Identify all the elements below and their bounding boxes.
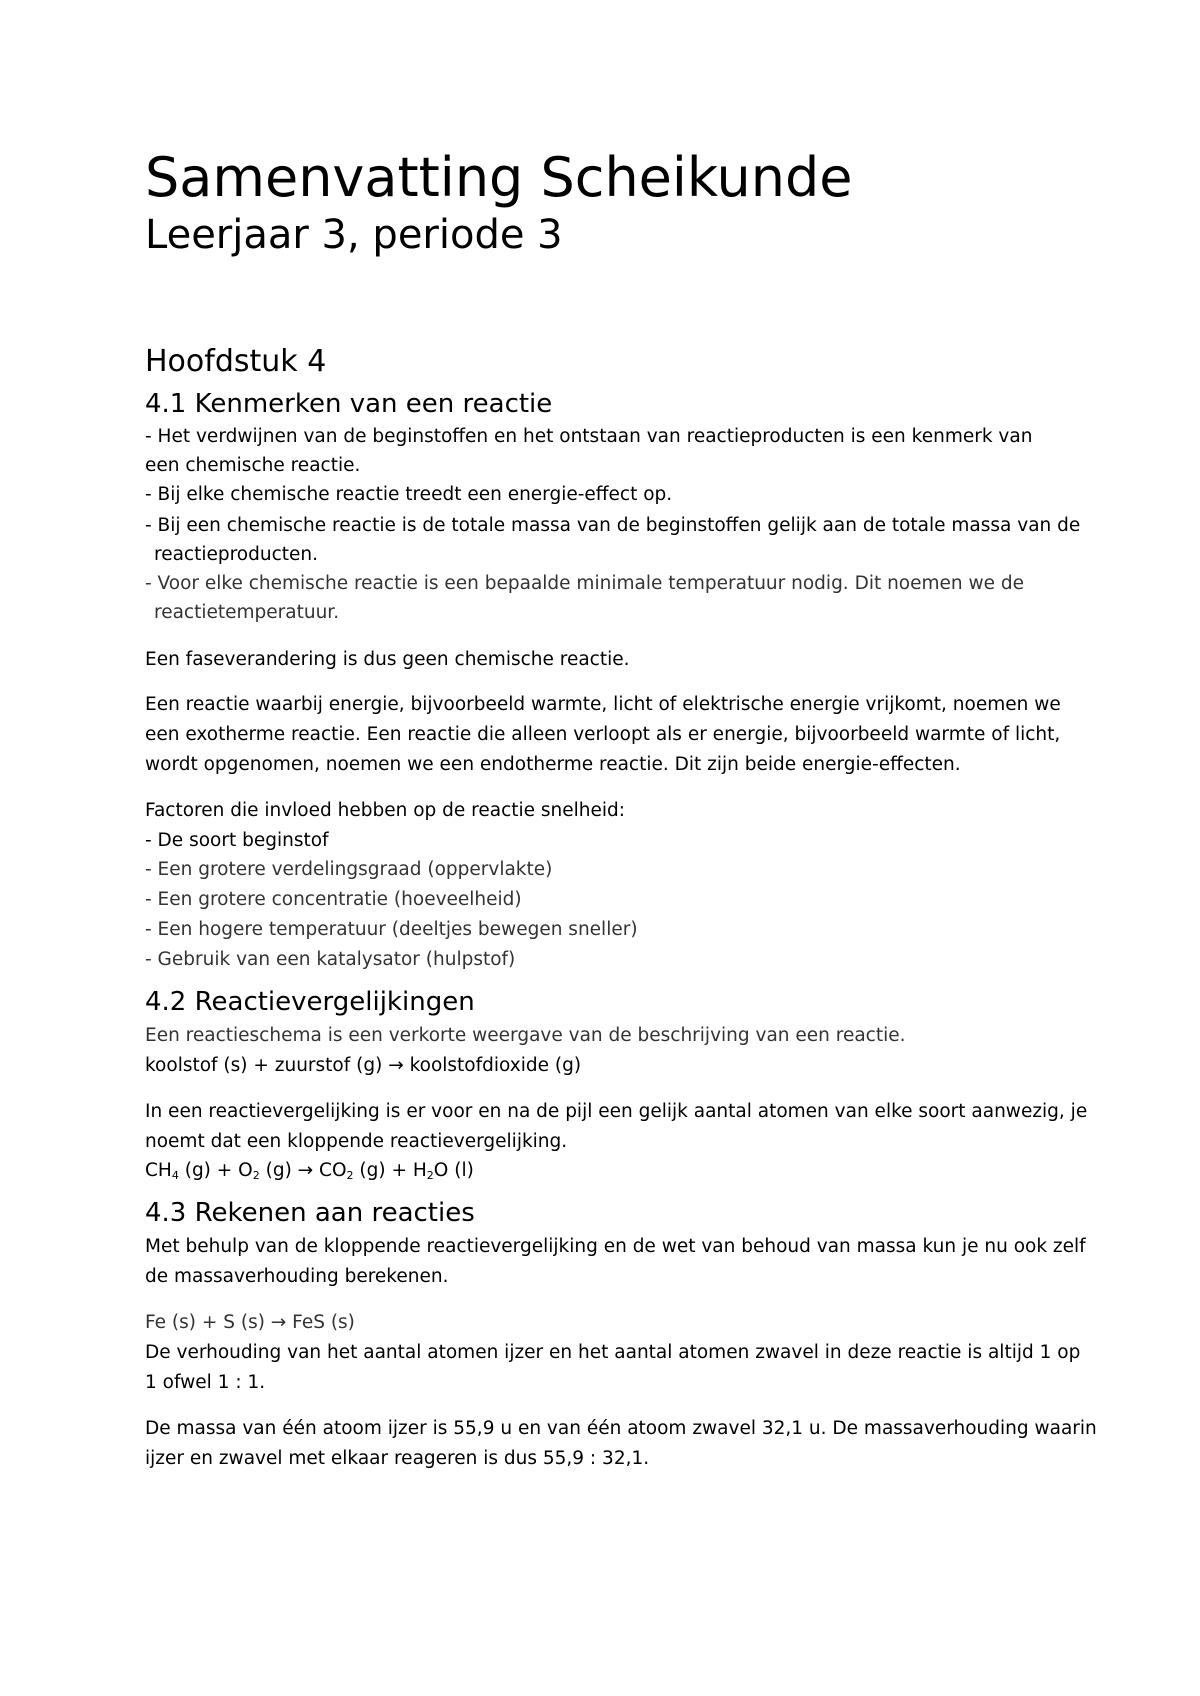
document-subtitle: Leerjaar 3, periode 3 bbox=[145, 212, 563, 258]
section-heading-4-1: 4.1 Kenmerken van een reactie bbox=[145, 389, 553, 419]
bullet-text: - Bij elke chemische reactie treedt een energie-effect op. bbox=[145, 484, 673, 505]
chapter-heading: Hoofdstuk 4 bbox=[145, 344, 327, 379]
reaction-scheme: koolstof (s) + zuurstof (g) → koolstofdioxide (g) bbox=[145, 1055, 582, 1076]
factor-item: - Een grotere concentratie (hoeveelheid) bbox=[145, 889, 522, 910]
paragraph-text: In een reactievergelijking is er voor en na de pijl een gelijk aantal atomen van elke soort aanwezig, je bbox=[145, 1101, 1088, 1122]
factor-item: - Gebruik van een katalysator (hulpstof) bbox=[145, 949, 516, 970]
paragraph-text: noemt dat een kloppende reactievergelijking. bbox=[145, 1131, 568, 1152]
paragraph-text: wordt opgenomen, noemen we een endotherme reactie. Dit zijn beide energie-effecten. bbox=[145, 754, 961, 775]
paragraph-text: Een faseverandering is dus geen chemische reactie. bbox=[145, 649, 630, 670]
section-heading-4-2: 4.2 Reactievergelijkingen bbox=[145, 987, 475, 1017]
factor-item: - Een hogere temperatuur (deeltjes bewegen sneller) bbox=[145, 919, 638, 940]
paragraph-text: 1 ofwel 1 : 1. bbox=[145, 1372, 266, 1393]
bullet-text: - Bij een chemische reactie is de totale massa van de beginstoffen gelijk aan de totale massa van de bbox=[145, 515, 1081, 536]
document-title: Samenvatting Scheikunde bbox=[145, 146, 853, 209]
bullet-text: een chemische reactie. bbox=[145, 455, 361, 476]
paragraph-text: de massaverhouding berekenen. bbox=[145, 1266, 449, 1287]
paragraph-text: Een reactie waarbij energie, bijvoorbeeld warmte, licht of elektrische energie vrijkomt, noemen we bbox=[145, 694, 1061, 715]
factor-item: - Een grotere verdelingsgraad (oppervlakte) bbox=[145, 859, 553, 880]
paragraph-text: een exotherme reactie. Een reactie die alleen verloopt als er energie, bijvoorbeeld warmte of licht, bbox=[145, 724, 1061, 745]
reaction-equation: $CH_4$ $(g) + O_2$ $(g) \to CO_2$ $(g) + H_2O$ (l) bbox=[145, 1160, 474, 1182]
bullet-text: reactietemperatuur. bbox=[154, 602, 340, 623]
paragraph-text: De verhouding van het aantal atomen ijzer en het aantal atomen zwavel in deze reactie is altijd 1 op bbox=[145, 1342, 1081, 1363]
bullet-text: - Het verdwijnen van de beginstoffen en het ontstaan van reactieproducten is een kenmerk van bbox=[145, 426, 1033, 447]
factors-intro: Factoren die invloed hebben op de reactie snelheid: bbox=[145, 800, 626, 821]
reaction-equation: Fe (s) + S (s) → FeS (s) bbox=[145, 1312, 355, 1333]
bullet-text: reactieproducten. bbox=[154, 544, 319, 565]
factor-item: - De soort beginstof bbox=[145, 830, 329, 851]
paragraph-text: ijzer en zwavel met elkaar reageren is dus 55,9 : 32,1. bbox=[145, 1448, 650, 1469]
bullet-text: - Voor elke chemische reactie is een bepaalde minimale temperatuur nodig. Dit noemen we de bbox=[145, 573, 1025, 594]
paragraph-text: Een reactieschema is een verkorte weergave van de beschrijving van een reactie. bbox=[145, 1025, 906, 1046]
section-heading-4-3: 4.3 Rekenen aan reacties bbox=[145, 1198, 475, 1228]
paragraph-text: De massa van één atoom ijzer is 55,9 u en van één atoom zwavel 32,1 u. De massaverhouding waarin bbox=[145, 1418, 1097, 1439]
paragraph-text: Met behulp van de kloppende reactievergelijking en de wet van behoud van massa kun je nu ook zelf bbox=[145, 1236, 1086, 1257]
